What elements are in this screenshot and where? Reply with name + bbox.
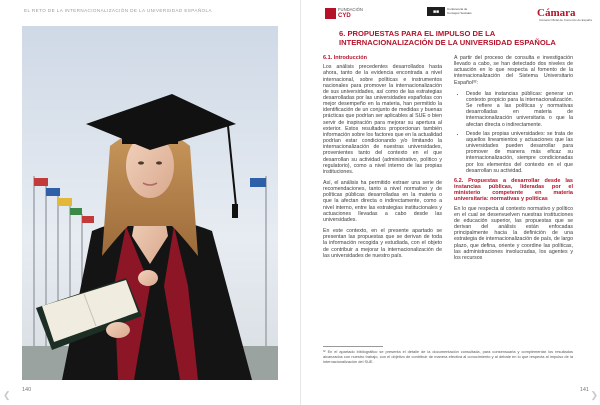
paragraph: Así, el análisis ha permitido extraer una serie de recomendaciones, tanto a nivel normativo y de políticas públicas desarrolladas en la materia o que la afectan directa o indirectamente, como a nivel interno, entre las estrategias institucionales y actuaciones llevadas a cabo desde las universidades. [323, 180, 442, 223]
consejos-sociales-text: Conferencia de Consejos Sociales [447, 6, 472, 15]
section-heading-propuestas: 6.2. Propuestas a desarrollar desde las instancias públicas, lideradas por el ministerio competente en materia universitaria: normativas y políticas [454, 177, 573, 203]
camara-logo [537, 7, 592, 22]
page-number-left: 140 [22, 387, 32, 393]
camara-logo-subtitle: Cámara Oficial de Comercio de España [539, 18, 592, 22]
fundacion-cyd-logo [325, 7, 363, 19]
prev-page-arrow-icon[interactable]: ❮ [3, 390, 11, 400]
next-page-arrow-icon[interactable]: ❯ [590, 390, 598, 400]
paragraph: Los análisis precedentes desarrollados hasta ahora, tanto de la evidencia encontrada a nivel internacional, sobre políticas e instrumentos nacionales para promover la internacionalización de sus universidades, así como de las estrategias desarrolladas por las universidades españolas con mejor desempeño en la materia, han permitido la identificación de un conjunto de medidas y buenas prácticas que podrían ser aplicables al SUE o bien servir de inspiración para mejorar su apertura al exterior. Estos resultados proporcionan también información sobre los factores que en la actualidad podrían estar condicionando y/o limitando la internacionalización de nuestras universidades, provenientes tanto del contexto en el que desarrollan su actividad (administrativo, político y regulatorio), como a nivel interno de las propias instituciones. [323, 64, 442, 175]
consejos-sociales-logo [427, 7, 475, 16]
list-item: • Desde las propias universidades: se trata de aquellos lineamientos y actuaciones que las universidades pueden desarrollar para promover de manera más eficaz su internacionalización, siempre condicionadas por los elementos del contexto en el que desarrollan su actividad. [466, 131, 573, 174]
text-column-right [454, 55, 573, 266]
chapter-title: 6. PROPUESTAS PARA EL IMPULSO DE LA INTERNACIONALIZACIÓN DE LA UNIVERSIDAD ESPAÑOLA [339, 29, 556, 47]
cyd-logo-line1: FUNDACIÓN [338, 7, 363, 12]
bullet-list [454, 91, 573, 174]
paragraph: En lo que respecta al contexto normativo y político en el cual se desenvuelven nuestras instituciones de educación superior, las propuestas que se derivan del análisis están enfocadas principalmente hacia la definición de una estrategia de internacionalización de país, de largo plazo, que defina, oriente y coordine las políticas, las administraciones involucradas, los agentes y los recursos [454, 205, 573, 261]
cyd-mark-icon [325, 8, 336, 19]
list-item: • Desde las instancias públicas: generar un contexto propicio para la internacionalización. Se refiere a las políticas y normativas desarrolladas en materia de internacionalización universitaria o que la afectan directa o indirectamente. [466, 91, 573, 128]
cyd-logo-line2: CYD [338, 13, 351, 19]
paragraph: A partir del proceso de consulta e investigación llevado a cabo, se han detectado dos niveles de actuación en lo que respecta al fomento de la internacionalización del Sistema Universitario Español³²: [454, 55, 573, 86]
camara-logo-word: Cámara [537, 7, 576, 19]
section-heading-introduccion: 6.1. Introducción [323, 55, 368, 61]
text-column-left [323, 55, 442, 264]
footnote: ³² En el apartado bibliográfico se presenta el detalle de la documentación consultada, para consensuarla y complementar los resultados alcanzados con nuestro trabajo, con el objetivo de contribuir de manera efectiva al conocimiento y al debate en lo que respecta al impulso de la internacionalización del SUE. [323, 349, 573, 364]
paragraph: En este contexto, en el presente apartado se presentan las propuestas que se derivan de toda la información recogida y estudiada, con el objeto de contribuir a mejorar la internacionalización de las universidades de nuestro país. [323, 228, 442, 259]
graduate-portrait-photo [22, 26, 278, 380]
footnote-divider [323, 346, 383, 347]
page-number-right: 141 [579, 387, 589, 393]
running-head: EL RETO DE LA INTERNACIONALIZACIÓN DE LA UNIVERSIDAD ESPAÑOLA [24, 8, 212, 13]
consejos-sociales-mark-icon: ■■ [427, 7, 445, 16]
right-page [300, 0, 600, 405]
